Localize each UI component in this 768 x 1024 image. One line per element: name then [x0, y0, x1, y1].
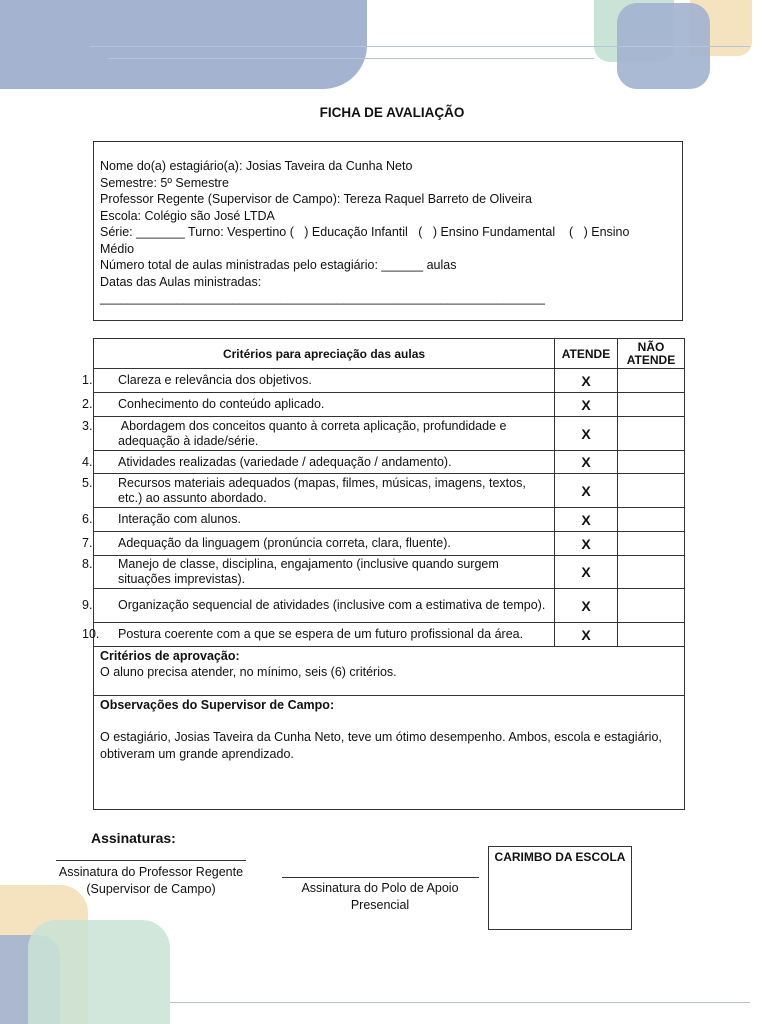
criteria-text [82, 417, 555, 451]
criteria-text [82, 393, 555, 417]
mark-meets: X [555, 556, 618, 589]
school-stamp-box [488, 846, 632, 930]
regent-signature-caption [48, 864, 254, 897]
criteria-number: 9. [82, 598, 93, 612]
regent-caption-line1: Assinatura do Professor Regente [58, 865, 244, 879]
mark-meets: X [555, 451, 618, 474]
criteria-label: Clareza e relevância dos objetivos. [118, 373, 312, 387]
info-grade-shift: Série: _______ Turno: Vespertino ( ) Educação Infantil ( ) Ensino Fundamental ( ) Ensino [100, 225, 630, 239]
info-grade-shift-cont: Médio [100, 241, 135, 256]
decor-line [108, 58, 594, 59]
info-school: Escola: Colégio são José LTDA [100, 208, 275, 223]
decor-shape-bottom-left-green [28, 920, 170, 1024]
observations-text: O estagiário, Josias Taveira da Cunha Neto, teve um ótimo desempenho. Ambos, escola e estagiário, obtiveram um grande aprendizado. [100, 730, 662, 761]
criteria-row [94, 508, 685, 532]
mark-meets: X [555, 369, 618, 393]
decor-shape-top-left [0, 0, 367, 89]
criteria-number: 5. [82, 475, 93, 490]
criteria-number: 8. [82, 557, 93, 571]
mark-not-meets [618, 393, 685, 417]
info-class-dates-label: Datas das Aulas ministradas: [100, 274, 262, 289]
mark-not-meets [618, 623, 685, 647]
info-student-name: Nome do(a) estagiário(a): Josias Taveira da Cunha Neto [100, 159, 413, 173]
mark-meets: X [555, 508, 618, 532]
criteria-label: Conhecimento do conteúdo aplicado. [118, 397, 325, 411]
criteria-row [94, 589, 685, 623]
criteria-number: 1. [82, 373, 93, 387]
criteria-text [82, 532, 555, 556]
criteria-label: Adequação da linguagem (pronúncia correta, clara, fluente). [118, 536, 451, 550]
criteria-header-row [94, 339, 685, 369]
criteria-number: 6. [82, 512, 93, 526]
criteria-number: 3. [82, 418, 93, 433]
decor-line [90, 46, 750, 47]
criteria-number: 10. [82, 627, 100, 641]
criteria-row [94, 451, 685, 474]
criteria-row [94, 393, 685, 417]
criteria-row [94, 556, 685, 589]
header-not-meets: NÃO ATENDE [618, 339, 685, 369]
info-total-classes: Número total de aulas ministradas pelo estagiário: ______ aulas [100, 258, 457, 272]
criteria-text [82, 508, 555, 532]
mark-not-meets [618, 369, 685, 393]
criteria-label: Abordagem dos conceitos quanto à correta aplicação, profundidade e adequação à idade/série. [118, 418, 507, 448]
criteria-number: 7. [82, 536, 93, 550]
criteria-number: 2. [82, 397, 93, 411]
info-class-dates-blank: ________________________________________________________________ [100, 291, 545, 305]
criteria-text [82, 369, 555, 393]
mark-meets: X [555, 474, 618, 508]
criteria-row [94, 623, 685, 647]
mark-meets: X [555, 417, 618, 451]
criteria-label: Recursos materiais adequados (mapas, filmes, músicas, imagens, textos, etc.) ao assunto abordado. [118, 475, 526, 505]
criteria-text [82, 556, 555, 589]
mark-meets: X [555, 393, 618, 417]
mark-not-meets [618, 556, 685, 589]
mark-not-meets [618, 451, 685, 474]
observations-cell [94, 696, 685, 810]
criteria-number: 4. [82, 454, 93, 469]
approval-label: Critérios de aprovação: [100, 649, 240, 663]
signatures-title: Assinaturas: [91, 830, 176, 846]
approval-row [94, 647, 685, 696]
criteria-row [94, 417, 685, 451]
criteria-text [82, 623, 555, 647]
header-meets: ATENDE [555, 339, 618, 369]
pole-signature-caption [280, 880, 480, 914]
observations-label: Observações do Supervisor de Campo: [100, 698, 335, 712]
mark-not-meets [618, 532, 685, 556]
regent-signature-line [56, 860, 246, 861]
mark-not-meets [618, 417, 685, 451]
mark-not-meets [618, 589, 685, 623]
criteria-label: Postura coerente com a que se espera de um futuro profissional da área. [118, 627, 524, 641]
criteria-label: Manejo de classe, disciplina, engajamento (inclusive quando surgem situações imprevistas). [118, 557, 499, 586]
pole-caption-line2: Presencial [350, 898, 410, 912]
pole-caption-line1: Assinatura do Polo de Apoio [301, 881, 459, 895]
stamp-label: CARIMBO DA ESCOLA [494, 850, 626, 864]
decor-line [170, 1002, 750, 1003]
criteria-label: Atividades realizadas (variedade / adequação / andamento). [118, 454, 452, 469]
mark-meets: X [555, 532, 618, 556]
header-criteria: Critérios para apreciação das aulas [94, 339, 555, 369]
mark-not-meets [618, 474, 685, 508]
criteria-row [94, 369, 685, 393]
criteria-label: Interação com alunos. [118, 512, 241, 526]
approval-text: O aluno precisa atender, no mínimo, seis (6) critérios. [100, 665, 397, 679]
observations-row [94, 696, 685, 810]
criteria-text [82, 589, 555, 623]
info-semester: Semestre: 5º Semestre [100, 175, 229, 190]
mark-meets: X [555, 589, 618, 623]
criteria-label: Organização sequencial de atividades (inclusive com a estimativa de tempo). [118, 598, 546, 612]
mark-meets: X [555, 623, 618, 647]
criteria-row [94, 532, 685, 556]
form-title: FICHA DE AVALIAÇÃO [319, 105, 465, 120]
criteria-text [82, 451, 555, 474]
regent-caption-line2: (Supervisor de Campo) [86, 881, 216, 896]
student-info-box [93, 141, 683, 321]
pole-signature-line [282, 877, 479, 878]
approval-cell [94, 647, 685, 696]
criteria-text [82, 474, 555, 508]
mark-not-meets [618, 508, 685, 532]
info-supervisor: Professor Regente (Supervisor de Campo): Tereza Raquel Barreto de Oliveira [100, 192, 532, 206]
criteria-row [94, 474, 685, 508]
criteria-table [82, 338, 685, 810]
